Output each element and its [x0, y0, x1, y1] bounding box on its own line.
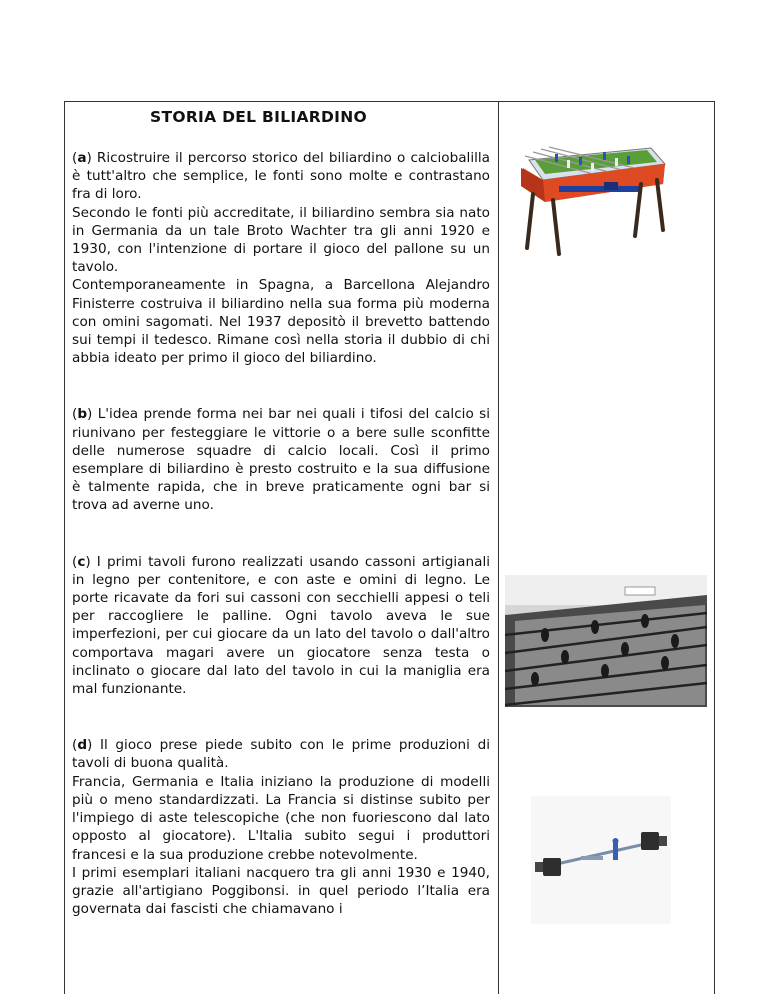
foosball-table-photo-image	[505, 575, 707, 707]
page-title: STORIA DEL BILIARDINO	[150, 108, 367, 126]
section-letter: a	[77, 150, 87, 166]
column-divider	[498, 101, 499, 994]
section-letter: c	[77, 553, 86, 570]
section-letter: b	[77, 406, 88, 423]
section-b: (b) L'idea prende forma nei bar nei quali i tifosi del calcio si riunivano per festeggiare le vittorie o a bere sulle sconfitte delle numerose squadre di calcio locali. Così il primo esemplare di biliardino è presto costruito e la sua diffusione è talmente rapida, che in breve praticamente ogni bar si trova ad averne uno.	[72, 406, 490, 514]
section-c: (c) I primi tavoli furono realizzati usando cassoni artigianali in legno per contenitore, e con aste e omini di legno. Le porte ricavate da fori sui cassoni con secchielli appesi o teli per raccogliere le palline. Ogni tavolo aveva le sue imperfezioni, per cui giocare da un lato del tavolo o dall'altro comportava magari avere un giocatore senza testa o inclinato o giocare dal lato del tavolo in cui la maniglia era mal funzionante.	[72, 553, 490, 698]
section-letter: d	[77, 737, 88, 754]
section-a: (a) Ricostruire il percorso storico del biliardino o calciobalilla è tutt'altro che semplice, le fonti sono molte e contrastano fra di loro. Secondo le fonti più accreditate, il biliardino sembra sia nato in Germania da un tale Broto Wachter tra gli anni 1920 e 1930, con l'intenzione di portare il gioco del pallone su un tavolo. Contemporaneamente in Spagna, a Barcellona Alejandro Finisterre costruiva il biliardino nella sua forma più moderna con omini sagomati. Nel 1937 depositò il brevetto battendo sui tempi il tedesco. Rimane così nella storia il dubbio di chi abbia ideato per primo il gioco del biliardino.	[72, 150, 490, 367]
foosball-table-red-image	[519, 138, 667, 256]
text-column	[72, 101, 490, 918]
section-d: (d) Il gioco prese piede subito con le prime produzioni di tavoli di buona qualità. Francia, Germania e Italia iniziano la produzione di modelli più o meno standardizzati. La Francia si distinse subito per l'impiego di aste telescopiche (che non fuoriescono dal lato opposto al giocatore). L'Italia subito segui i produttori francesi e la sua produzione crebbe notevolmente. I primi esemplari italiani nacquero tra gli anni 1930 e 1940, grazie all'artigiano Poggibonsi. in quel periodo l’Italia era governata dai fascisti che chiamavano i	[72, 737, 490, 918]
telescopic-rod-image	[531, 796, 671, 924]
